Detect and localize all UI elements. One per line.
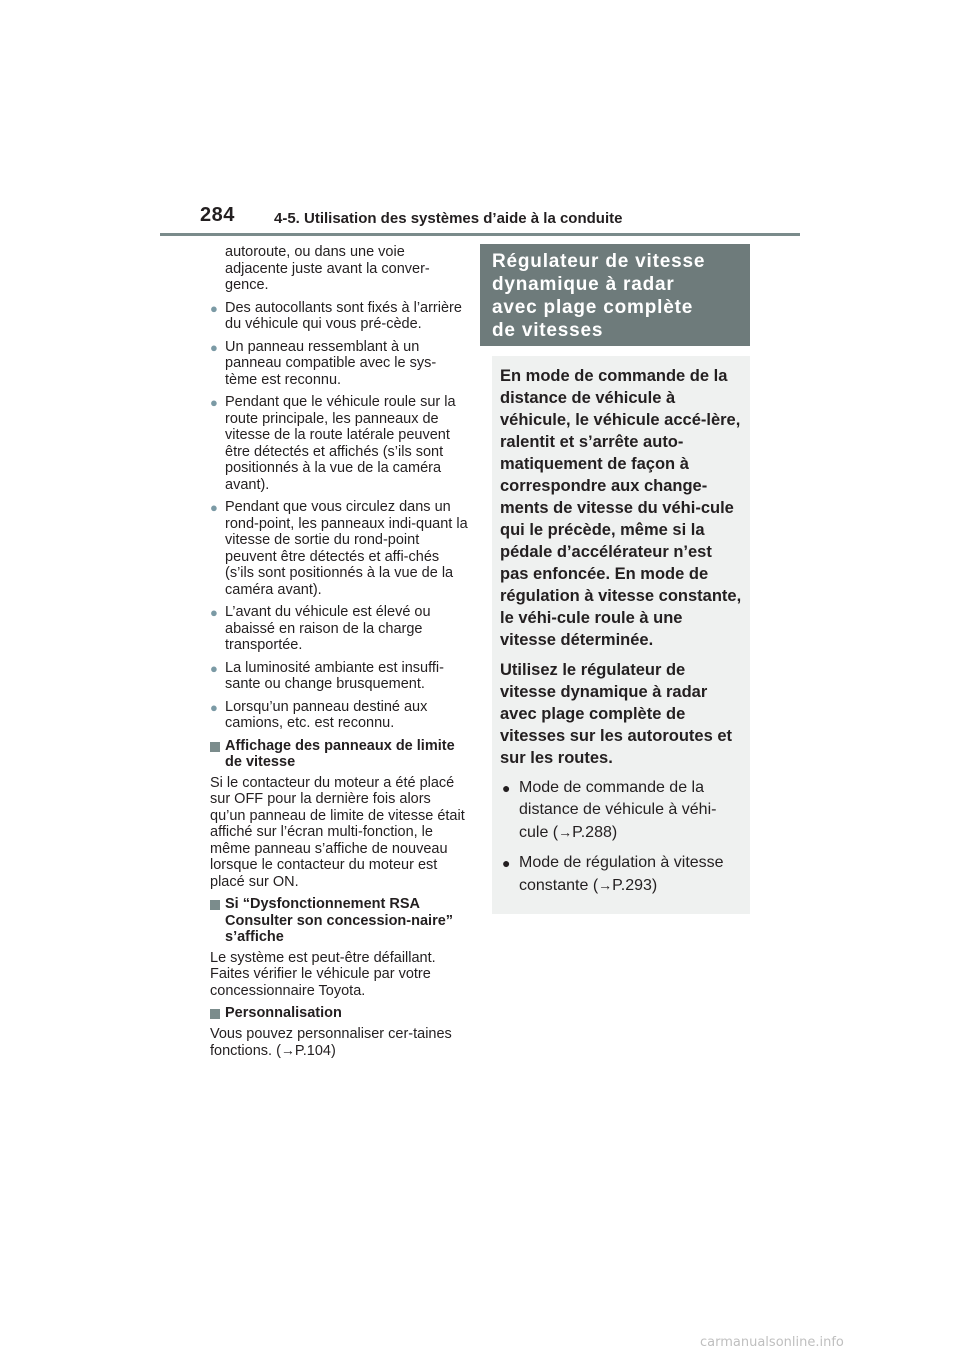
bullet-dot-icon: ●: [210, 660, 218, 676]
title-line: Régulateur de vitesse: [492, 251, 706, 272]
list-item: [500, 777, 742, 844]
list-item: [210, 660, 468, 693]
list-item-text: Pendant que le véhicule roule sur la route principale, les panneaux de vitesse de la route latérale peuvent être détectés et affichés (s’ils sont positionnés à la vue de la caméra avant).: [225, 394, 456, 493]
sub-heading-text: Si “Dysfonctionnement RSA Consulter son concession-naire” s’affiche: [225, 896, 454, 945]
intro-text: En mode de commande de la distance de véhicule à véhicule, le véhicule accé-lère, ralentit et s’arrête auto-matiquement de façon à correspondre aux change-ments de vitesse du véhi-cule qui le précède, même si la pédale d’accélérateur n’est pas enfoncée. En mode de régulation à vitesse constante, le véhi-cule roule à une vitesse déterminée.: [500, 367, 742, 649]
body-text: Le système est peut-être défaillant. Faites vérifier le véhicule par votre concessionnaire Toyota.: [210, 949, 436, 999]
arrow-right-icon: →: [280, 1042, 295, 1058]
watermark: carmanualsonline.info: [700, 1335, 844, 1350]
title-line: avec plage complète: [492, 297, 694, 318]
bullet-dot-icon: ●: [210, 605, 218, 620]
arrow-right-icon: →: [598, 877, 613, 893]
list-item: [210, 394, 468, 493]
usage-text: Utilisez le régulateur de vitesse dynamique à radar avec plage complète de vitesses sur les autoroutes et sur les routes.: [500, 661, 733, 767]
sub-heading-rsa-malfunction: [210, 896, 468, 946]
section-title: 4-5. Utilisation des systèmes d’aide à la conduite: [274, 210, 623, 227]
list-item-text: Lorsqu’un panneau destiné aux camions, etc. est reconnu.: [225, 698, 428, 731]
list-item-text: La luminosité ambiante est insuffi-sante ou change brusquement.: [225, 659, 444, 692]
page-reference-link[interactable]: P.288): [572, 824, 618, 841]
header-rule: [160, 233, 800, 236]
title-line: dynamique à radar: [492, 274, 675, 295]
left-column: [210, 244, 468, 1066]
list-item-text: Des autocollants sont fixés à l’arrière du véhicule qui vous pré-cède.: [225, 299, 462, 332]
square-bullet-icon: [210, 742, 220, 752]
body-text: [210, 1026, 468, 1060]
list-item: [500, 852, 742, 897]
list-item: [210, 339, 468, 389]
list-item-text: Mode de commande de la distance de véhicule à véhi-cule (: [519, 779, 717, 841]
bullet-dot-icon: ●: [210, 339, 218, 355]
sub-heading-text: Personnalisation: [225, 1005, 342, 1021]
page-reference-link[interactable]: P.293): [612, 877, 658, 894]
list-item-text: Pendant que vous circulez dans un rond-point, les panneaux indi-quant la vitesse de sortie du rond-point peuvent être détectés et affi-chés (s’ils sont positionnés à la vue de la caméra avant).: [225, 499, 468, 598]
list-item-text: Mode de régulation à vitesse constante (: [519, 854, 724, 894]
list-item: [210, 604, 468, 654]
sub-heading-personalization: [210, 1005, 468, 1022]
list-item-text: L’avant du véhicule est élevé ou abaissé en raison de la charge transportée.: [225, 604, 431, 653]
bullet-dot-icon: ●: [502, 855, 511, 871]
body-text: Si le contacteur du moteur a été placé sur OFF pour la dernière fois alors qu’un panneau de limite de vitesse était affiché sur l’écran multi-fonction, le même panneau s’affiche de nouveau lorsque le contacteur du moteur est placé sur ON.: [210, 774, 465, 890]
bullet-dot-icon: ●: [210, 500, 218, 515]
list-item: [210, 300, 468, 333]
continuation-text: autoroute, ou dans une voie adjacente juste avant la conver-gence.: [225, 244, 430, 293]
page-number: 284: [200, 204, 235, 226]
body-text-main: Vous pouvez personnaliser cer-taines fonctions. (: [210, 1025, 452, 1059]
list-item: [210, 699, 468, 732]
bullet-dot-icon: ●: [210, 300, 218, 316]
arrow-right-icon: →: [558, 824, 573, 840]
bullet-dot-icon: ●: [210, 395, 218, 410]
list-item: [210, 499, 468, 598]
section-title-box: [480, 244, 750, 346]
page-reference-link[interactable]: P.104): [294, 1043, 336, 1059]
info-box: [492, 356, 750, 914]
list-item-text: Un panneau ressemblant à un panneau compatible avec le sys-tème est reconnu.: [225, 338, 437, 388]
bullet-dot-icon: ●: [210, 699, 218, 715]
sub-heading-text: Affichage des panneaux de limite de vitesse: [225, 737, 455, 770]
sub-heading-speed-sign-display: [210, 738, 468, 771]
square-bullet-icon: [210, 900, 220, 910]
square-bullet-icon: [210, 1009, 220, 1019]
title-line: de vitesses: [492, 320, 604, 341]
bullet-dot-icon: ●: [502, 780, 511, 796]
